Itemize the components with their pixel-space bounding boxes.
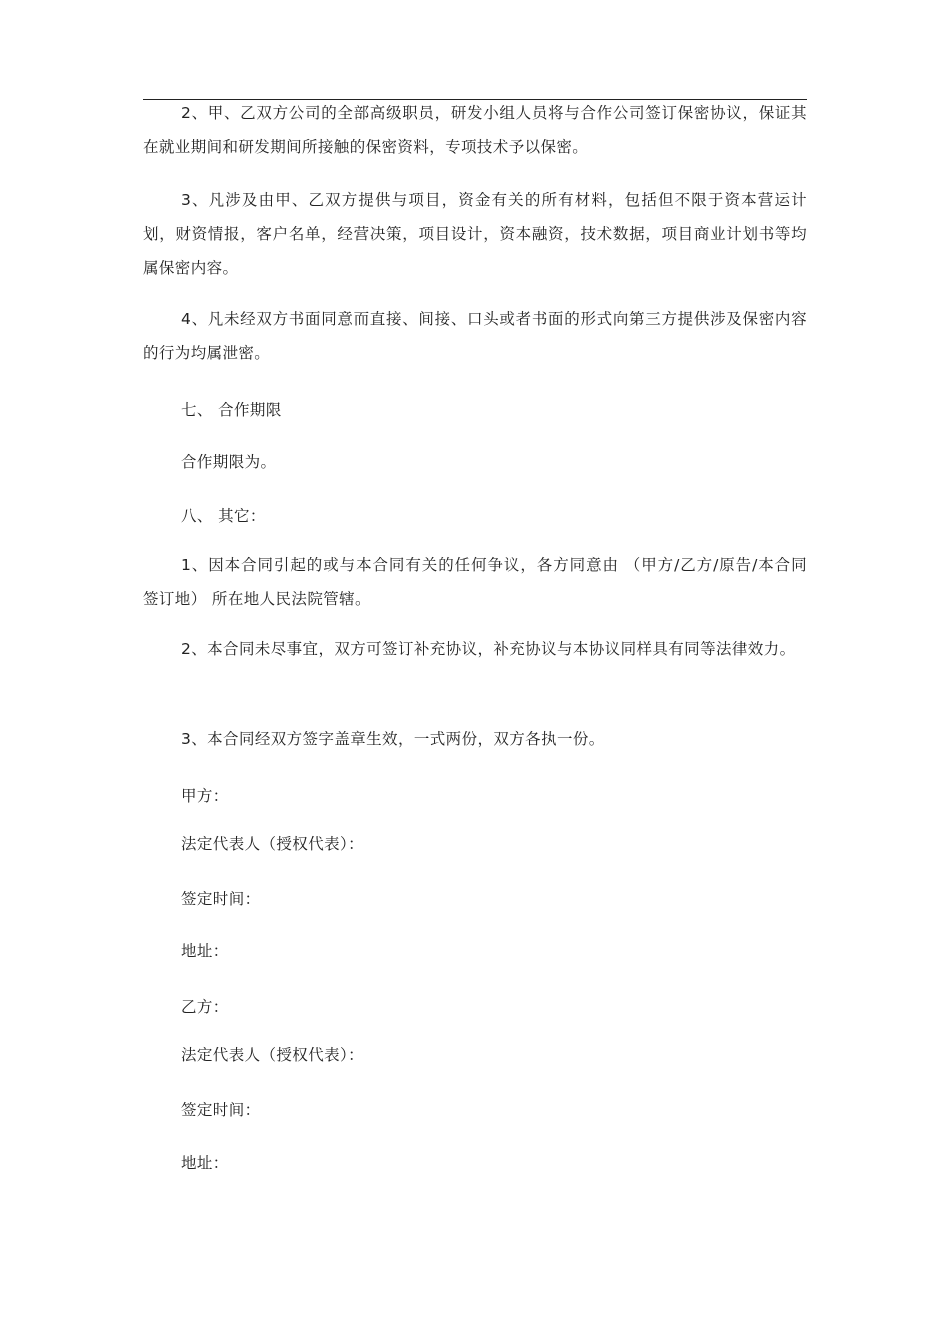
party-b-representative: 法定代表人（授权代表）： xyxy=(181,1046,365,1064)
section-heading-term: 七、 合作期限 xyxy=(181,401,282,419)
clause-confidential-materials: 3、凡涉及由甲、乙双方提供与项目，资金有关的所有材料，包括但不限于资本营运计划，财资情报，客户名单，经营决策，项目设计，资本融资，技术数据，项目商业计划书等均属保密内容。 xyxy=(143,191,807,277)
clause-dispute: 1、因本合同引起的或与本合同有关的任何争议，各方同意由 （甲方/乙方/原告/本合同 签订地） 所在地人民法院管辖。 xyxy=(143,556,807,608)
party-b-signing-time: 签定时间： xyxy=(181,1101,261,1119)
party-b-label: 乙方： xyxy=(181,998,229,1016)
clause-confidential-staff: 2、甲、乙双方公司的全部高级职员，研发小组人员将与合作公司签订保密协议，保证其在就业期间和研发期间所接触的保密资料，专项技术予以保密。 xyxy=(143,104,807,156)
term-text: 合作期限为。 xyxy=(181,453,277,471)
party-a-signing-time: 签定时间： xyxy=(181,890,261,908)
clause-supplement: 2、本合同未尽事宜，双方可签订补充协议，补充协议与本协议同样具有同等法律效力。 xyxy=(181,640,796,658)
party-a-address: 地址： xyxy=(181,942,229,960)
clause-effective: 3、本合同经双方签字盖章生效，一式两份，双方各执一份。 xyxy=(181,730,605,748)
section-heading-other: 八、 其它： xyxy=(181,507,266,525)
clause-leak-definition: 4、凡未经双方书面同意而直接、间接、口头或者书面的形式向第三方提供涉及保密内容的行为均属泄密。 xyxy=(143,310,807,362)
party-b-address: 地址： xyxy=(181,1154,229,1172)
party-a-representative: 法定代表人（授权代表）： xyxy=(181,835,365,853)
party-a-label: 甲方： xyxy=(181,787,229,805)
